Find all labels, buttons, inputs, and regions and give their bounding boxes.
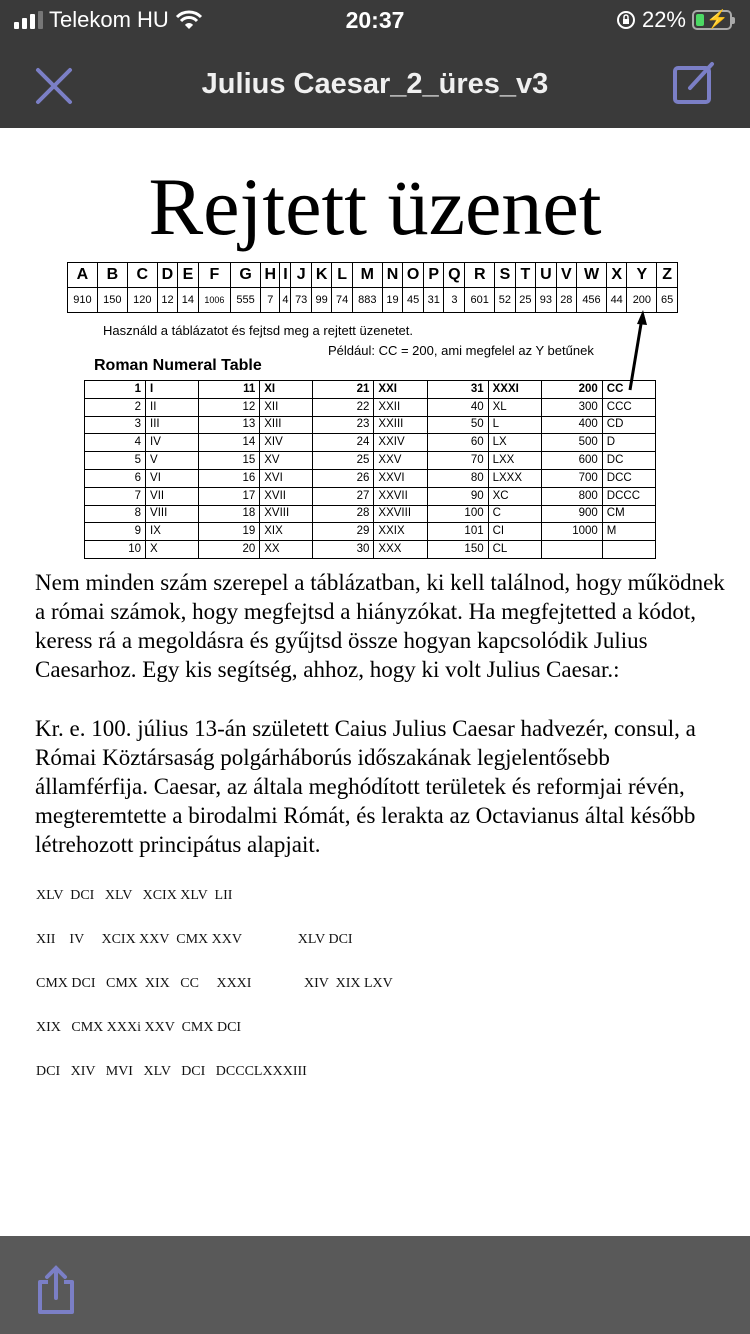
- cipher-number-cell: 7: [261, 288, 280, 313]
- cipher-letter-cell: A: [68, 263, 98, 288]
- cipher-letter-cell: G: [231, 263, 261, 288]
- table-row: [85, 416, 656, 434]
- cipher-letter-cell: Q: [444, 263, 465, 288]
- arabic-number-cell: 27: [313, 487, 374, 505]
- cipher-table: [67, 262, 678, 313]
- arabic-number-cell: 28: [313, 505, 374, 523]
- table-row: [85, 381, 656, 399]
- status-time: 20:37: [345, 7, 405, 33]
- cipher-number-cell: 150: [97, 288, 127, 313]
- roman-numeral-cell: XXVIII: [374, 505, 427, 523]
- arabic-number-cell: 26: [313, 469, 374, 487]
- cipher-number-cell: 200: [627, 288, 657, 313]
- bottom-toolbar: [0, 1236, 750, 1334]
- nav-bar: [0, 50, 750, 120]
- arabic-number-cell: 500: [541, 434, 602, 452]
- cipher-letter-cell: E: [178, 263, 198, 288]
- battery-charging-icon: ⚡: [692, 10, 732, 30]
- arabic-number-cell: 700: [541, 469, 602, 487]
- arabic-number-cell: 25: [313, 452, 374, 470]
- table-row: [85, 523, 656, 541]
- edit-icon[interactable]: [672, 60, 718, 106]
- arabic-number-cell: 16: [199, 469, 260, 487]
- arabic-number-cell: 17: [199, 487, 260, 505]
- roman-numeral-cell: XII: [260, 398, 313, 416]
- arabic-number-cell: 6: [85, 469, 146, 487]
- arabic-number-cell: 19: [199, 523, 260, 541]
- arabic-number-cell: 80: [427, 469, 488, 487]
- arabic-number-cell: 31: [427, 381, 488, 399]
- cipher-letter-cell: Y: [627, 263, 657, 288]
- cipher-number-cell: 93: [536, 288, 556, 313]
- code-line: XLV DCI XLV XCIX XLV LII: [36, 888, 233, 903]
- arabic-number-cell: 200: [541, 381, 602, 399]
- roman-numeral-cell: XX: [260, 541, 313, 559]
- document-page: [0, 128, 750, 1236]
- roman-numeral-cell: L: [488, 416, 541, 434]
- arabic-number-cell: 8: [85, 505, 146, 523]
- cipher-number-cell: 12: [157, 288, 177, 313]
- roman-numeral-cell: XXVII: [374, 487, 427, 505]
- table-row: [85, 434, 656, 452]
- document-title: Julius Caesar_2_üres_v3: [201, 68, 549, 100]
- roman-numeral-cell: LX: [488, 434, 541, 452]
- cipher-number-cell: 28: [556, 288, 576, 313]
- arabic-number-cell: 7: [85, 487, 146, 505]
- arabic-number-cell: 400: [541, 416, 602, 434]
- arabic-number-cell: 1: [85, 381, 146, 399]
- arabic-number-cell: 900: [541, 505, 602, 523]
- cipher-number-cell: 45: [403, 288, 424, 313]
- arabic-number-cell: 1000: [541, 523, 602, 541]
- arabic-number-cell: 50: [427, 416, 488, 434]
- roman-numeral-cell: XC: [488, 487, 541, 505]
- orientation-lock-icon: [616, 10, 636, 30]
- cipher-number-cell: 44: [606, 288, 626, 313]
- arabic-number-cell: 10: [85, 541, 146, 559]
- arabic-number-cell: 18: [199, 505, 260, 523]
- roman-numeral-cell: XVII: [260, 487, 313, 505]
- roman-numeral-cell: XI: [260, 381, 313, 399]
- roman-numeral-cell: M: [602, 523, 655, 541]
- roman-numeral-cell: III: [146, 416, 199, 434]
- cipher-letter-cell: I: [280, 263, 291, 288]
- roman-numeral-cell: X: [146, 541, 199, 559]
- cipher-number-cell: 1006: [198, 288, 230, 313]
- arabic-number-cell: 60: [427, 434, 488, 452]
- roman-numeral-cell: XL: [488, 398, 541, 416]
- roman-numeral-cell: XXIX: [374, 523, 427, 541]
- arabic-number-cell: 21: [313, 381, 374, 399]
- roman-numeral-cell: DC: [602, 452, 655, 470]
- hint-text: Használd a táblázatot és fejtsd meg a rejtett üzenetet.: [103, 323, 414, 338]
- arabic-number-cell: 15: [199, 452, 260, 470]
- cipher-letter-cell: V: [556, 263, 576, 288]
- cipher-number-cell: 31: [424, 288, 444, 313]
- cipher-number-cell: 120: [127, 288, 157, 313]
- roman-table-title: Roman Numeral Table: [94, 357, 262, 374]
- roman-numeral-cell: XXII: [374, 398, 427, 416]
- table-row: [85, 398, 656, 416]
- arabic-number-cell: 600: [541, 452, 602, 470]
- arabic-number-cell: 800: [541, 487, 602, 505]
- cipher-number-cell: 52: [495, 288, 515, 313]
- roman-numeral-cell: XIV: [260, 434, 313, 452]
- roman-numeral-cell: XIII: [260, 416, 313, 434]
- cipher-letter-cell: D: [157, 263, 177, 288]
- table-row: [85, 541, 656, 559]
- cipher-letter-cell: W: [577, 263, 607, 288]
- arabic-number-cell: 9: [85, 523, 146, 541]
- cipher-letter-cell: O: [403, 263, 424, 288]
- roman-numeral-cell: I: [146, 381, 199, 399]
- roman-numeral-cell: XXIII: [374, 416, 427, 434]
- table-row: [85, 505, 656, 523]
- roman-numeral-cell: [602, 541, 655, 559]
- cipher-number-cell: 99: [311, 288, 331, 313]
- roman-numeral-cell: CC: [602, 381, 655, 399]
- cipher-letter-cell: H: [261, 263, 280, 288]
- arabic-number-cell: 150: [427, 541, 488, 559]
- roman-numeral-cell: CCC: [602, 398, 655, 416]
- cipher-letter-cell: T: [515, 263, 535, 288]
- cipher-letter-cell: K: [311, 263, 331, 288]
- arabic-number-cell: 11: [199, 381, 260, 399]
- roman-numeral-cell: LXX: [488, 452, 541, 470]
- page-title: Rejtett üzenet: [148, 161, 602, 252]
- arabic-number-cell: 20: [199, 541, 260, 559]
- cipher-number-cell: 14: [178, 288, 198, 313]
- top-bar: [0, 0, 750, 128]
- cipher-number-cell: 4: [280, 288, 291, 313]
- roman-numeral-cell: VI: [146, 469, 199, 487]
- cipher-letter-cell: J: [291, 263, 311, 288]
- cipher-number-cell: 601: [465, 288, 495, 313]
- roman-numeral-cell: XXI: [374, 381, 427, 399]
- share-icon[interactable]: [34, 1264, 78, 1316]
- cipher-number-cell: 3: [444, 288, 465, 313]
- cipher-letter-cell: X: [606, 263, 626, 288]
- roman-numeral-cell: XXXI: [488, 381, 541, 399]
- code-line: XII IV XCIX XXV CMX XXV XLV DCI: [36, 932, 353, 947]
- roman-numeral-cell: C: [488, 505, 541, 523]
- roman-numeral-cell: II: [146, 398, 199, 416]
- cipher-letter-cell: L: [332, 263, 352, 288]
- arabic-number-cell: 5: [85, 452, 146, 470]
- roman-numeral-cell: CD: [602, 416, 655, 434]
- cipher-letter-cell: Z: [657, 263, 678, 288]
- cipher-number-cell: 883: [352, 288, 382, 313]
- arabic-number-cell: 23: [313, 416, 374, 434]
- table-row: [85, 452, 656, 470]
- roman-numeral-cell: V: [146, 452, 199, 470]
- roman-numeral-cell: XIX: [260, 523, 313, 541]
- roman-numeral-cell: XXV: [374, 452, 427, 470]
- example-text: Például: CC = 200, ami megfelel az Y betűnek: [328, 343, 594, 358]
- arabic-number-cell: 4: [85, 434, 146, 452]
- arabic-number-cell: 13: [199, 416, 260, 434]
- cipher-number-cell: 19: [382, 288, 402, 313]
- status-right: [616, 7, 732, 33]
- code-line: CMX DCI CMX XIX CC XXXI XIV XIX LXV: [36, 976, 393, 991]
- cipher-letter-cell: M: [352, 263, 382, 288]
- cipher-number-cell: 456: [577, 288, 607, 313]
- cipher-number-cell: 65: [657, 288, 678, 313]
- instructions-paragraph: Nem minden szám szerepel a táblázatban, ki kell találnod, hogy működnek a római számok, hogy megfejtsd a hiányzókat. Ha megfejtetted a kódot, keress rá a megoldásra és gyűjtsd össze hogyan kapcsolódik Julius Caesarhoz. Egy kis segítség, ahhoz, hogy ki volt Julius Caesar.:: [35, 570, 725, 682]
- roman-numeral-cell: LXXX: [488, 469, 541, 487]
- code-line: XIX CMX XXXi XXV CMX DCI: [36, 1020, 242, 1035]
- roman-numeral-cell: DCCC: [602, 487, 655, 505]
- arabic-number-cell: 40: [427, 398, 488, 416]
- table-row: [85, 487, 656, 505]
- cipher-number-cell: 25: [515, 288, 535, 313]
- arabic-number-cell: 90: [427, 487, 488, 505]
- roman-numeral-cell: XXVI: [374, 469, 427, 487]
- roman-numeral-cell: CI: [488, 523, 541, 541]
- cipher-number-cell: 555: [231, 288, 261, 313]
- arabic-number-cell: 29: [313, 523, 374, 541]
- arabic-number-cell: 12: [199, 398, 260, 416]
- arabic-number-cell: 30: [313, 541, 374, 559]
- roman-numeral-cell: XXIV: [374, 434, 427, 452]
- cipher-letter-cell: U: [536, 263, 556, 288]
- arabic-number-cell: 22: [313, 398, 374, 416]
- table-row: [85, 469, 656, 487]
- caesar-bio-paragraph: Kr. e. 100. július 13-án született Caius Julius Caesar hadvezér, consul, a Római Köztársaság polgárháborús időszakának legjelentősebb államférfija. Caesar, az általa meghódított területek és reformjai révén, megteremtette a birodalmi Rómát, és lerakta az Octavianus által később létrehozott principátus alapjait.: [35, 716, 696, 857]
- roman-numeral-cell: XVI: [260, 469, 313, 487]
- roman-numeral-cell: CM: [602, 505, 655, 523]
- cipher-number-cell: 910: [68, 288, 98, 313]
- status-bar: [0, 0, 750, 42]
- roman-numeral-cell: CL: [488, 541, 541, 559]
- arabic-number-cell: 300: [541, 398, 602, 416]
- battery-percent: 22%: [641, 7, 686, 32]
- carrier-label: Telekom HU: [49, 7, 169, 32]
- roman-numeral-cell: IX: [146, 523, 199, 541]
- roman-numeral-cell: XXX: [374, 541, 427, 559]
- roman-numeral-table: [84, 380, 656, 559]
- roman-numeral-cell: DCC: [602, 469, 655, 487]
- cipher-number-cell: 73: [291, 288, 311, 313]
- cipher-letters-row: [68, 263, 678, 288]
- roman-numeral-cell: D: [602, 434, 655, 452]
- arabic-number-cell: 24: [313, 434, 374, 452]
- cipher-letter-cell: C: [127, 263, 157, 288]
- cipher-letter-cell: B: [97, 263, 127, 288]
- arabic-number-cell: 3: [85, 416, 146, 434]
- roman-numeral-cell: XVIII: [260, 505, 313, 523]
- roman-numeral-cell: VIII: [146, 505, 199, 523]
- arabic-number-cell: 100: [427, 505, 488, 523]
- roman-numeral-cell: IV: [146, 434, 199, 452]
- arabic-number-cell: [541, 541, 602, 559]
- cipher-letter-cell: F: [198, 263, 230, 288]
- cipher-numbers-row: [68, 288, 678, 313]
- roman-numeral-cell: VII: [146, 487, 199, 505]
- arabic-number-cell: 70: [427, 452, 488, 470]
- cipher-letter-cell: N: [382, 263, 402, 288]
- arabic-number-cell: 101: [427, 523, 488, 541]
- arabic-number-cell: 2: [85, 398, 146, 416]
- arabic-number-cell: 14: [199, 434, 260, 452]
- cipher-number-cell: 74: [332, 288, 352, 313]
- cipher-letter-cell: R: [465, 263, 495, 288]
- cipher-letter-cell: P: [424, 263, 444, 288]
- cipher-letter-cell: S: [495, 263, 515, 288]
- code-line: DCI XIV MVI XLV DCI DCCCLXXXIII: [36, 1064, 307, 1079]
- roman-numeral-cell: XV: [260, 452, 313, 470]
